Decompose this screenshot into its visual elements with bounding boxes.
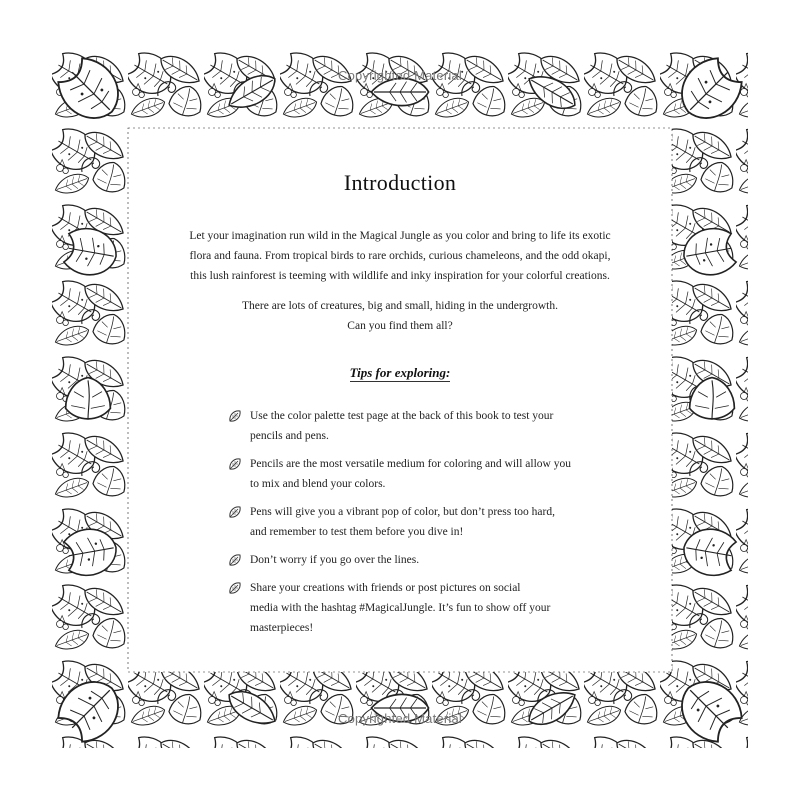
tips-heading-text: Tips for exploring: (349, 365, 451, 380)
tips-heading (128, 365, 672, 381)
list-item (228, 550, 588, 570)
leaf-icon (228, 505, 242, 519)
tip-line: pencils and pens. (250, 430, 329, 442)
leaf-icon (228, 581, 242, 595)
list-item (228, 454, 588, 494)
tip-line: masterpieces! (250, 622, 314, 634)
question-line: Can you find them all? (347, 320, 453, 332)
leaf-icon (228, 553, 242, 567)
tip-line: to mix and blend your colors. (250, 478, 386, 490)
question-paragraph (134, 296, 666, 336)
intro-line: Let your imagination run wild in the Magical Jungle as you color and bring to life its exotic (189, 230, 611, 242)
copyright-watermark-bottom: Copyrighted Material (338, 711, 462, 726)
copyright-watermark-top: Copyrighted Material (338, 68, 462, 83)
intro-paragraph (134, 226, 666, 286)
tip-line: Pens will give you a vibrant pop of color, but don’t press too hard, (250, 506, 555, 518)
page-title: Introduction (343, 170, 457, 195)
intro-panel (128, 128, 672, 672)
list-item (228, 578, 588, 638)
tip-line: Pencils are the most versatile medium for coloring and will allow you (250, 458, 571, 470)
intro-line: this lush rainforest is teeming with wildlife and inky inspiration for your colorful creations. (190, 270, 610, 282)
tip-line: Share your creations with friends or post pictures on social (250, 582, 521, 594)
question-line: There are lots of creatures, big and small, hiding in the undergrowth. (242, 300, 558, 312)
leaf-icon (228, 409, 242, 423)
list-item (228, 406, 588, 446)
leaf-icon (228, 457, 242, 471)
intro-line: flora and fauna. From tropical birds to rare orchids, curious chameleons, and the odd okapi, (189, 250, 611, 262)
list-item (228, 502, 588, 542)
tip-line: and remember to test them before you dive in! (250, 526, 464, 538)
tip-line: Use the color palette test page at the back of this book to test your (250, 410, 554, 422)
tips-list (228, 406, 588, 646)
tip-line: Don’t worry if you go over the lines. (250, 554, 420, 566)
tip-line: media with the hashtag #MagicalJungle. It’s fun to show off your (250, 602, 551, 614)
